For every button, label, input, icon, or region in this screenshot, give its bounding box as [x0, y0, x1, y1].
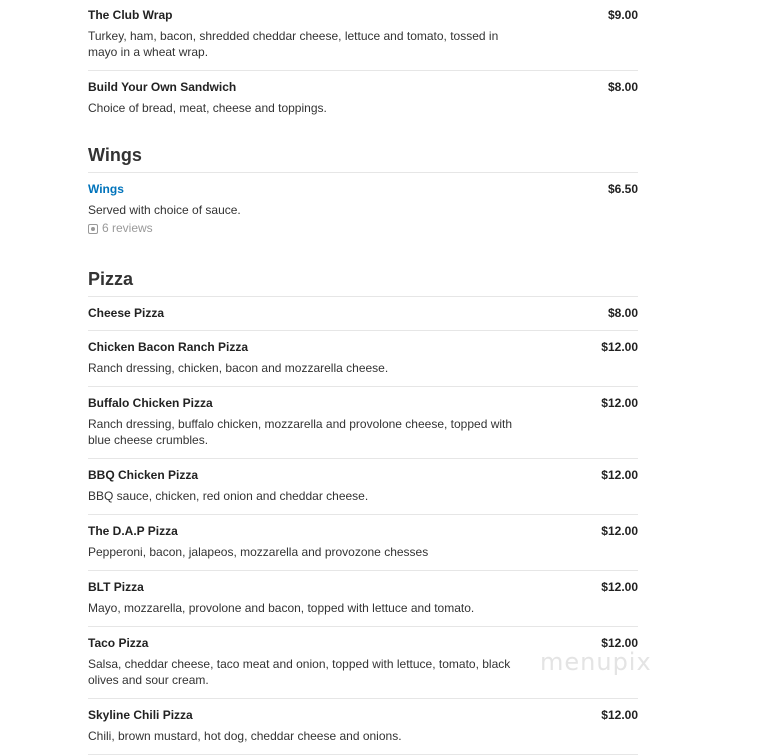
item-name: Cheese Pizza — [88, 306, 165, 320]
item-name: The Club Wrap — [88, 8, 173, 22]
menu-item — [88, 571, 638, 627]
item-price: $12.00 — [601, 636, 638, 650]
item-price: $9.00 — [607, 8, 638, 22]
item-description: Ranch dressing, chicken, bacon and mozzarella cheese. — [88, 361, 389, 375]
item-price: $12.00 — [601, 708, 638, 722]
menu-item — [88, 0, 638, 71]
item-description: Chili, brown mustard, hot dog, cheddar cheese and onions. — [88, 729, 402, 743]
item-name: Taco Pizza — [88, 636, 149, 650]
item-name: Buffalo Chicken Pizza — [88, 396, 213, 410]
item-price: $12.00 — [601, 340, 638, 354]
item-price: $8.00 — [607, 80, 638, 94]
menu-item — [88, 297, 638, 331]
item-name: Skyline Chili Pizza — [88, 708, 193, 722]
item-description: Choice of bread, meat, cheese and toppings. — [88, 101, 327, 115]
menu-list — [88, 0, 638, 755]
menu-item — [88, 331, 638, 387]
item-description: Served with choice of sauce. — [88, 203, 241, 217]
item-price: $12.00 — [601, 396, 638, 410]
item-description: BBQ sauce, chicken, red onion and cheddar cheese. — [88, 489, 369, 503]
watermark-logo: menupix — [540, 648, 652, 676]
item-price: $8.00 — [607, 306, 638, 320]
menu-item — [88, 699, 638, 755]
menu-item — [88, 173, 638, 268]
item-description: Mayo, mozzarella, provolone and bacon, topped with lettuce and tomato. — [88, 601, 475, 615]
section-title-wings: Wings — [88, 144, 638, 173]
item-name: Build Your Own Sandwich — [88, 80, 237, 94]
item-description: Salsa, cheddar cheese, taco meat and onion, topped with lettuce, tomato, black olives and sour cream. — [88, 657, 511, 687]
item-name: Chicken Bacon Ranch Pizza — [88, 340, 249, 354]
review-icon — [88, 224, 98, 234]
reviews-link[interactable] — [88, 221, 638, 236]
item-description: Ranch dressing, buffalo chicken, mozzarella and provolone cheese, topped with blue cheese crumbles. — [88, 417, 513, 447]
item-description: Turkey, ham, bacon, shredded cheddar cheese, lettuce and tomato, tossed in mayo in a wheat wrap. — [88, 29, 499, 59]
reviews-count: 6 reviews — [102, 221, 153, 235]
item-price: $12.00 — [601, 524, 638, 538]
item-price: $6.50 — [607, 182, 638, 196]
item-price: $12.00 — [601, 580, 638, 594]
section-title-pizza: Pizza — [88, 268, 638, 297]
item-name: BBQ Chicken Pizza — [88, 468, 199, 482]
menu-item — [88, 515, 638, 571]
item-price: $12.00 — [601, 468, 638, 482]
item-name: BLT Pizza — [88, 580, 144, 594]
menu-item — [88, 71, 638, 144]
menu-item — [88, 387, 638, 459]
item-description: Pepperoni, bacon, jalapeos, mozzarella and provozone chesses — [88, 545, 429, 559]
menu-item — [88, 459, 638, 515]
item-name: The D.A.P Pizza — [88, 524, 178, 538]
item-name-link[interactable]: Wings — [88, 182, 124, 196]
